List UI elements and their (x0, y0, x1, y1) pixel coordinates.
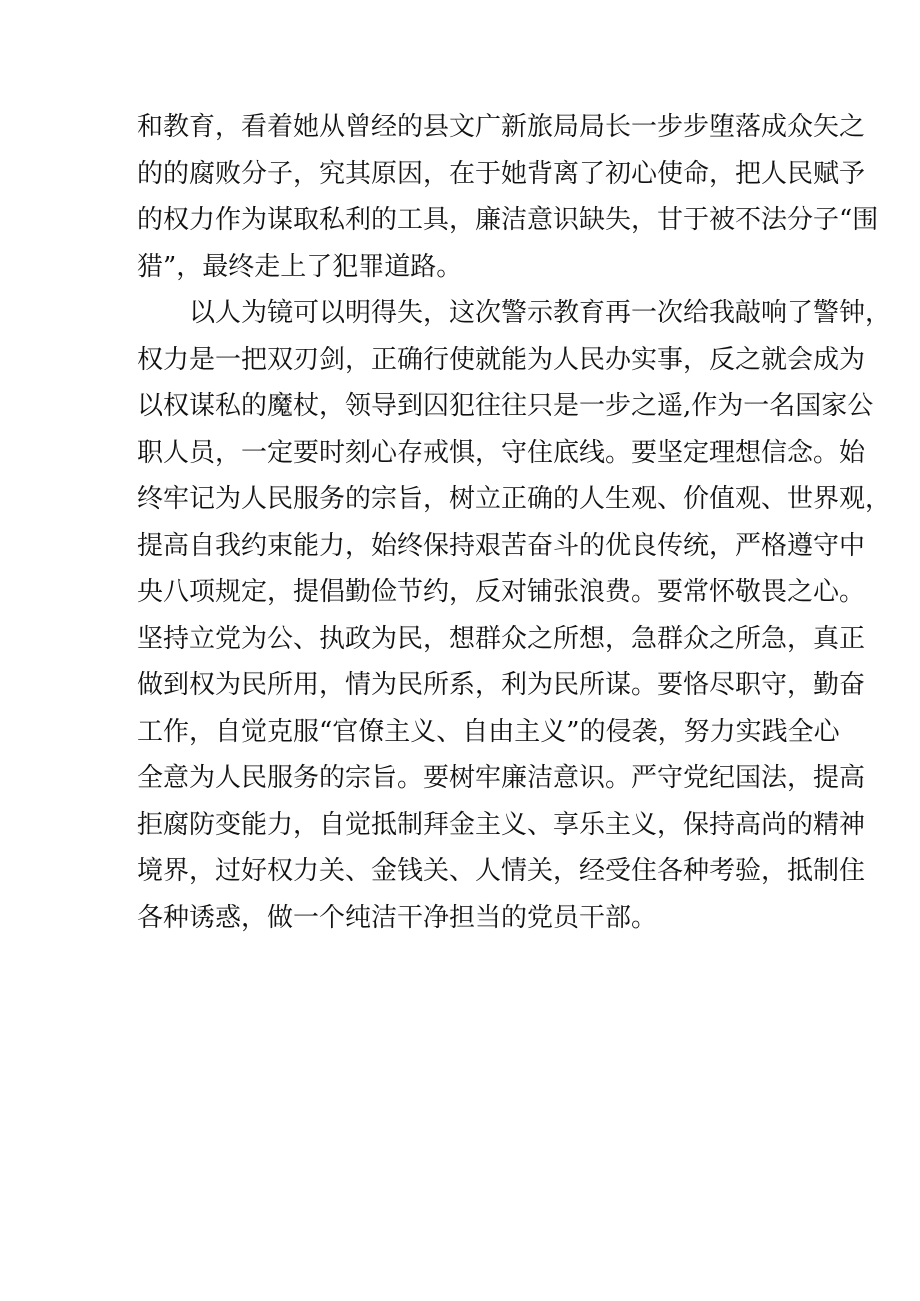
paragraph-line: 终牢记为人民服务的宗旨，树立正确的人生观、价值观、世界观， (137, 484, 892, 514)
document-body (137, 104, 892, 941)
paragraph-line: 央八项规定，提倡勤俭节约，反对铺张浪费。要常怀敬畏之心。 (137, 577, 866, 607)
paragraph-line: 的的腐败分子，究其原因，在于她背离了初心使命，把人民赋予 (137, 158, 866, 189)
paragraph-line: 以权谋私的魔杖，领导到囚犯往往只是一步之遥,作为一名国家公 (137, 391, 874, 421)
paragraph-line: 和教育，看着她从曾经的县文广新旅局局长一步步堕落成众矢之 (137, 112, 866, 142)
paragraph-line: 各种诱惑，做一个纯洁干净担当的党员干部。 (137, 902, 658, 933)
paragraph-line: 的权力作为谋取私利的工具，廉洁意识缺失，甘于被不法分子“围 (137, 205, 879, 235)
paragraph-line: 工作，自觉克服“官僚主义、自由主义”的侵袭，努力实践全心 (137, 716, 840, 747)
paragraph-1 (137, 104, 879, 290)
paragraph-line: 全意为人民服务的宗旨。要树牢廉洁意识。严守党纪国法，提高 (137, 763, 866, 793)
paragraph-line: 坚持立党为公、执政为民，想群众之所想，急群众之所急，真正 (137, 623, 866, 654)
paragraph-line: 猎”，最终走上了犯罪道路。 (137, 251, 463, 282)
paragraph-line: 提高自我约束能力，始终保持艰苦奋斗的优良传统，严格遵守中 (137, 530, 866, 561)
paragraph-line: 拒腐防变能力，自觉抵制拜金主义、享乐主义，保持高尚的精神 (137, 809, 866, 840)
paragraph-line: 以人为镜可以明得失，这次警示教育再一次给我敲响了警钟， (137, 298, 892, 328)
paragraph-line: 职人员，一定要时刻心存戒惧，守住底线。要坚定理想信念。始 (137, 437, 866, 468)
paragraph-2 (137, 290, 892, 941)
paragraph-line: 做到权为民所用，情为民所系，利为民所谋。要恪尽职守，勤奋 (137, 670, 866, 700)
paragraph-line: 境界，过好权力关、金钱关、人情关，经受住各种考验，抵制住 (137, 856, 866, 886)
paragraph-line: 权力是一把双刃剑，正确行使就能为人民办实事，反之就会成为 (137, 344, 866, 375)
